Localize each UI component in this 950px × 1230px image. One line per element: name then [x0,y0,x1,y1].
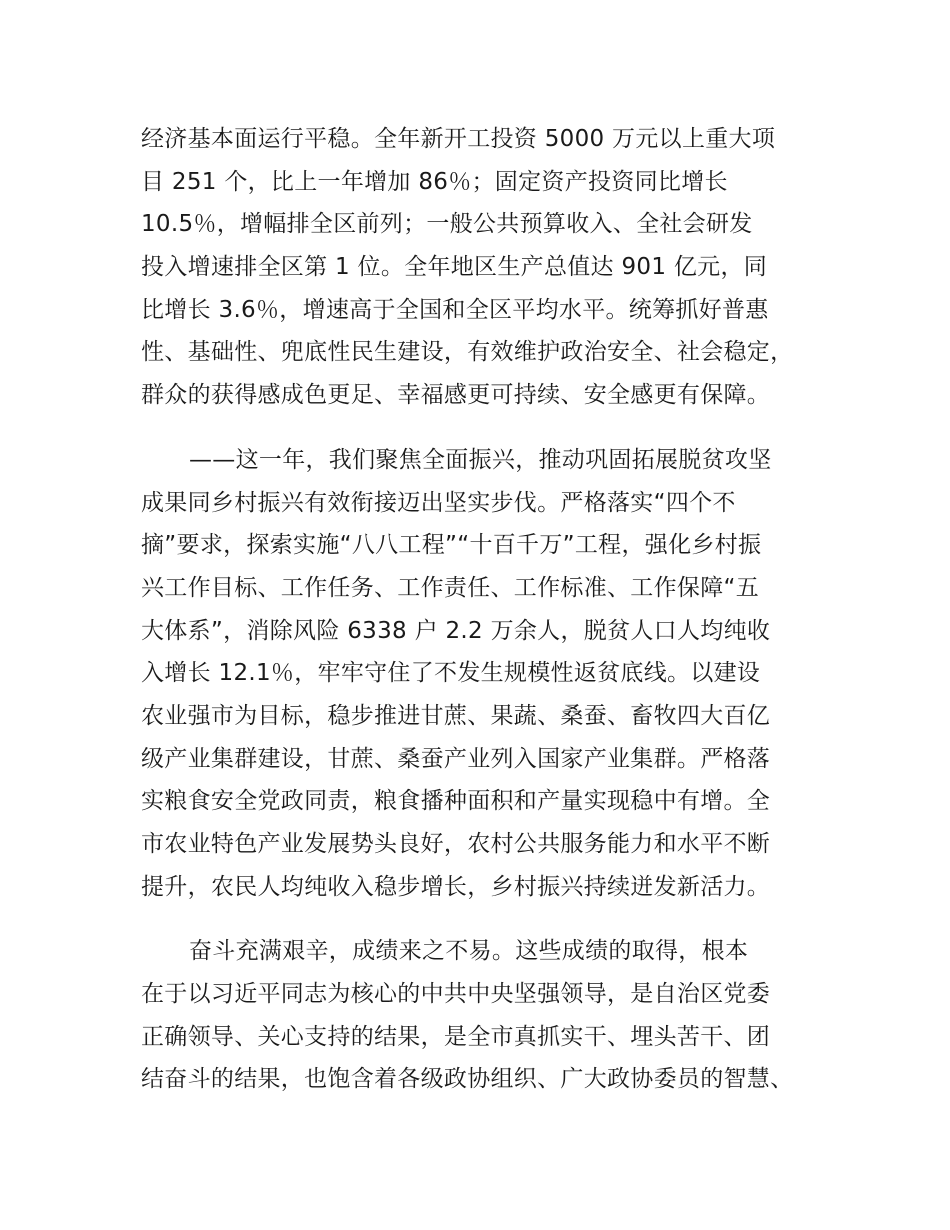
text-line: 正确领导、关心支持的结果，是全市真抓实干、埋头苦干、团 [141,1023,771,1050]
text-line: 兴工作目标、工作任务、工作责任、工作标准、工作保障“五 [141,574,760,601]
paragraph-gap [141,417,841,439]
text-line: 10.5％，增幅排全区前列；一般公共预算收入、全社会研发 [141,211,753,238]
text-line: 目 251 个，比上一年增加 86％；固定资产投资同比增长 [141,168,728,195]
text-line: 比增长 3.6％，增速高于全国和全区平均水平。统筹抓好普惠 [141,296,769,323]
text-line: 市农业特色产业发展势头良好，农村公共服务能力和水平不断 [141,831,771,857]
text-line: ——这一年，我们聚焦全面振兴，推动巩固拓展脱贫攻坚 [189,446,772,473]
text-line: 奋斗充满艰辛，成绩来之不易。这些成绩的取得，根本 [189,938,749,965]
text-line: 入增长 12.1％，牢牢守住了不发生规模性返贫底线。以建设 [141,660,761,687]
paragraph-rural-revitalization [141,439,841,909]
text-line: 提升，农民人均纯收入稳步增长，乡村振兴持续迸发新活力。 [141,873,771,900]
text-line: 农业强市为目标，稳步推进甘蔗、果蔬、桑蚕、畜牧四大百亿 [141,702,771,729]
text-line: 投入增速排全区第 1 位。全年地区生产总值达 901 亿元，同 [141,254,768,281]
text-line: 实粮食安全党政同责，粮食播种面积和产量实现稳中有增。全 [141,788,771,815]
text-line: 性、基础性、兜底性民生建设，有效维护政治安全、社会稳定， [141,339,794,366]
text-line: 大体系”，消除风险 6338 户 2.2 万余人，脱贫人口人均纯收 [141,617,771,644]
text-line: 成果同乡村振兴有效衔接迈出坚实步伐。严格落实“四个不 [141,489,736,516]
text-line: 经济基本面运行平稳。全年新开工投资 5000 万元以上重大项 [141,126,776,152]
text-line: 在于以习近平同志为核心的中共中央坚强领导，是自治区党委 [141,981,771,1008]
text-line: 摘”要求，探索实施“八八工程”“十百千万”工程，强化乡村振 [141,532,762,559]
text-line: 结奋斗的结果，也饱含着各级政协组织、广大政协委员的智慧、 [141,1066,794,1093]
document-body [141,118,841,1101]
text-line: 级产业集群建设，甘蔗、桑蚕产业列入国家产业集群。严格落 [141,745,771,772]
text-line: 群众的获得感成色更足、幸福感更可持续、安全感更有保障。 [141,382,771,409]
paragraph-economy [141,118,841,417]
paragraph-achievements [141,930,841,1101]
paragraph-gap [141,908,841,930]
